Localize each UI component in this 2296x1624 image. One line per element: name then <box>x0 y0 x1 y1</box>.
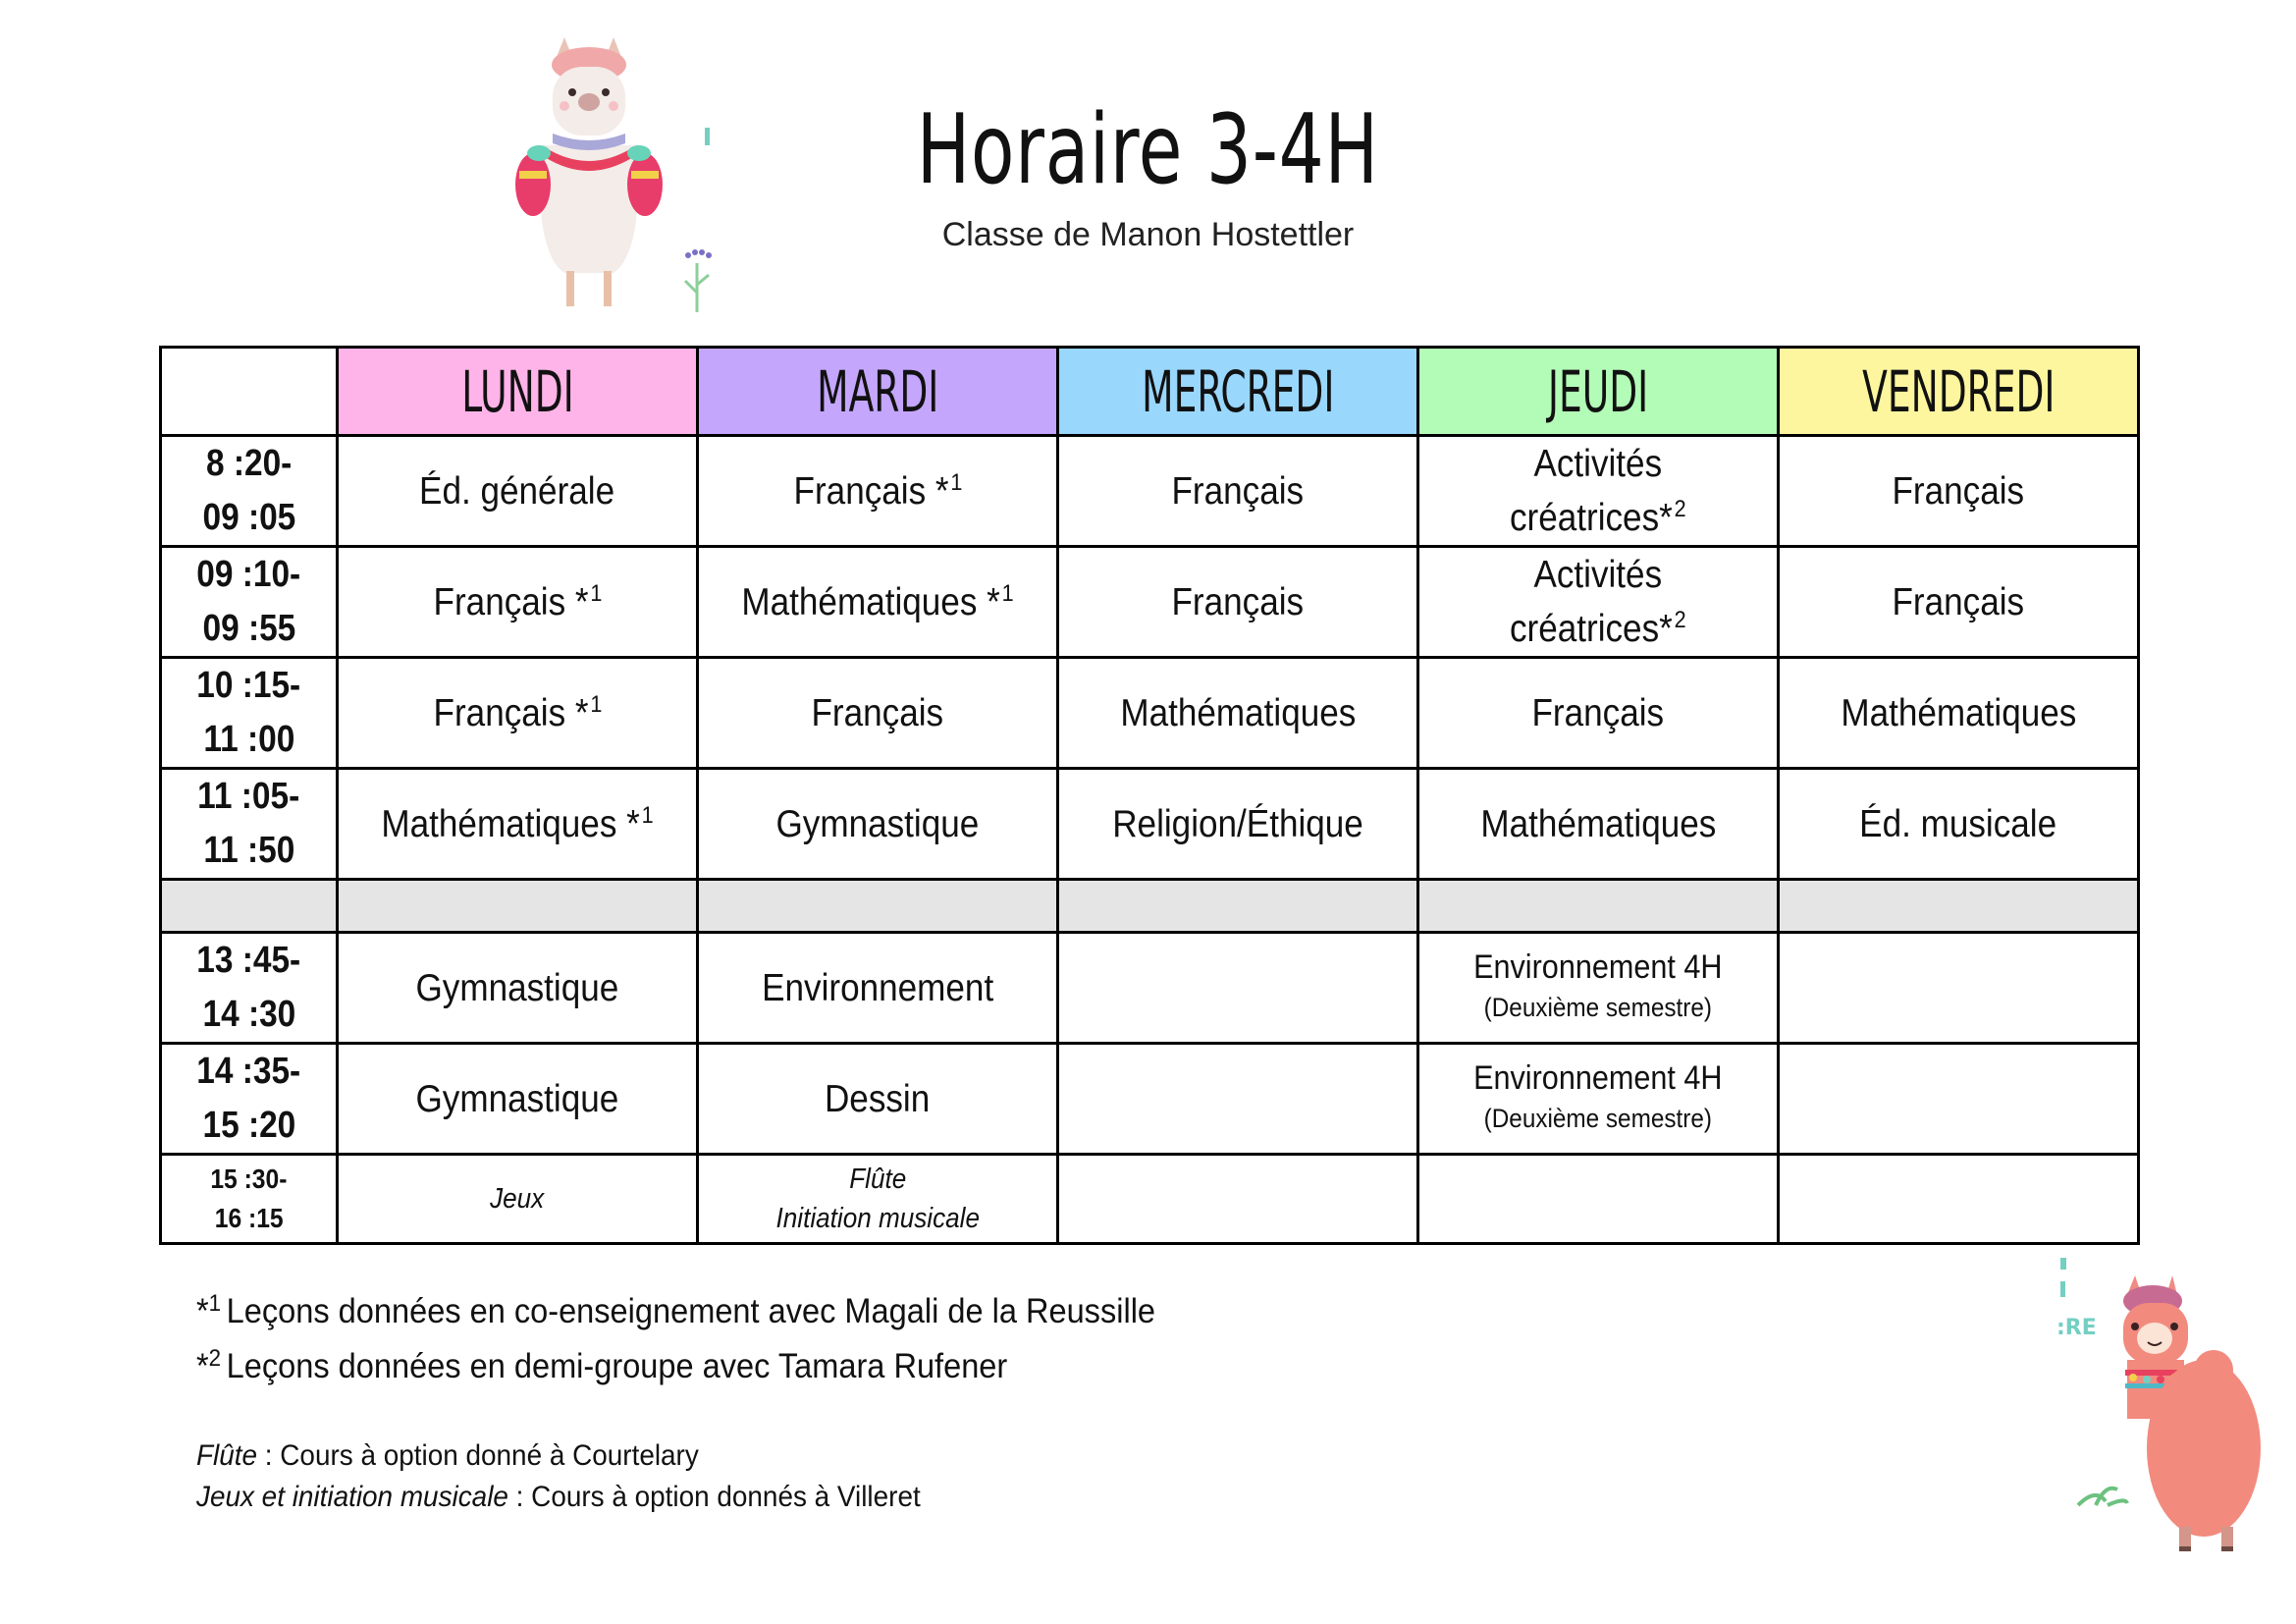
lesson-cell: Mathématiques *$^1$ <box>698 547 1058 658</box>
schedule-table <box>159 346 2140 1245</box>
footnote-ref: 1 <box>1001 579 1014 607</box>
day-header-mercredi: MERCREDI <box>1058 348 1418 436</box>
time-slot: 14 :35- 15 :20 <box>161 1044 338 1155</box>
lesson-cell: Éd. générale <box>338 436 698 547</box>
lesson-cell-empty <box>1418 1155 1779 1244</box>
lesson-cell: Français <box>1779 547 2139 658</box>
lesson-cell: Environnement 4H (Deuxième semestre) <box>1418 1044 1779 1155</box>
lesson-cell: Français <box>1779 436 2139 547</box>
table-row <box>161 436 2139 547</box>
footnote-ref: 1 <box>949 468 962 496</box>
lesson-cell-empty <box>1779 1155 2139 1244</box>
lesson-cell: Religion/Éthique <box>1058 769 1418 880</box>
break-cell <box>1779 880 2139 933</box>
lesson-cell: Mathématiques <box>1058 658 1418 769</box>
llama-pink-illustration-icon <box>2056 1252 2292 1576</box>
lesson-cell: Français *$^1$ <box>698 436 1058 547</box>
lesson-cell-empty <box>1058 1155 1418 1244</box>
time-slot: 8 :20- 09 :05 <box>161 436 338 547</box>
lesson-cell-empty <box>1058 1044 1418 1155</box>
time-slot: 09 :10- 09 :55 <box>161 547 338 658</box>
break-cell <box>161 880 338 933</box>
day-header-mardi: MARDI <box>698 348 1058 436</box>
lesson-cell: Activités créatrices*$^2$ <box>1418 436 1779 547</box>
table-row <box>161 933 2139 1044</box>
footnote-ref: 1 <box>589 690 602 718</box>
footnote-ref: 1 <box>589 579 602 607</box>
option-notes <box>196 1435 975 1518</box>
lesson-cell: Mathématiques *$^1$ <box>338 769 698 880</box>
break-cell <box>698 880 1058 933</box>
time-slot: 13 :45- 14 :30 <box>161 933 338 1044</box>
lesson-cell: Gymnastique <box>338 933 698 1044</box>
footnote-ref: 2 <box>1674 607 1686 633</box>
footnote-ref: 1 <box>641 801 654 829</box>
lesson-cell-empty <box>1779 1044 2139 1155</box>
lesson-cell: Environnement <box>698 933 1058 1044</box>
lesson-cell: Environnement 4H (Deuxième semestre) <box>1418 933 1779 1044</box>
lesson-cell: Activités créatrices*$^2$ <box>1418 547 1779 658</box>
table-header-row <box>161 348 2139 436</box>
lesson-cell: Éd. musicale <box>1779 769 2139 880</box>
lesson-cell: Dessin <box>698 1044 1058 1155</box>
table-row <box>161 658 2139 769</box>
break-cell <box>1418 880 1779 933</box>
option-note-jeux: Jeux et initiation musicale : Cours à option donnés à Villeret <box>196 1481 921 1513</box>
table-row <box>161 1044 2139 1155</box>
break-cell <box>1058 880 1418 933</box>
table-row <box>161 547 2139 658</box>
lesson-cell-empty <box>1058 933 1418 1044</box>
lesson-cell: Jeux <box>338 1155 698 1244</box>
footnote-2: *$^2$ Leçons données en demi-groupe avec Tamara Rufener <box>196 1345 1008 1385</box>
day-header-lundi: LUNDI <box>338 348 698 436</box>
break-cell <box>338 880 698 933</box>
lesson-cell: Français *$^1$ <box>338 658 698 769</box>
lesson-cell: Français <box>1418 658 1779 769</box>
lesson-cell-empty <box>1779 933 2139 1044</box>
table-row <box>161 769 2139 880</box>
lesson-cell: Français <box>698 658 1058 769</box>
day-header-jeudi: JEUDI <box>1418 348 1779 436</box>
lesson-cell: Français <box>1058 436 1418 547</box>
lesson-cell: Flûte Initiation musicale <box>698 1155 1058 1244</box>
footnotes <box>196 1284 1228 1394</box>
lesson-cell: Gymnastique <box>698 769 1058 880</box>
svg-text::RE: :RE <box>2056 1316 2097 1340</box>
footnote-1: *$^1$ Leçons données en co-enseignement avec Magali de la Reussille <box>196 1290 1156 1330</box>
option-note-flute: Flûte : Cours à option donné à Courtelary <box>196 1439 699 1472</box>
day-header-vendredi: VENDREDI <box>1779 348 2139 436</box>
lesson-cell: Français <box>1058 547 1418 658</box>
page-subtitle: Classe de Manon Hostettler <box>941 216 1355 253</box>
time-slot: 10 :15- 11 :00 <box>161 658 338 769</box>
lesson-cell: Mathématiques <box>1779 658 2139 769</box>
table-row <box>161 1155 2139 1244</box>
lesson-cell: Mathématiques <box>1418 769 1779 880</box>
time-slot: 15 :30- 16 :15 <box>161 1155 338 1244</box>
lesson-cell: Français *$^1$ <box>338 547 698 658</box>
footnote-ref: 2 <box>1674 496 1686 522</box>
corner-cell <box>161 348 338 436</box>
page-title: Horaire 3-4H <box>916 94 1380 206</box>
lesson-cell: Gymnastique <box>338 1044 698 1155</box>
time-slot: 11 :05- 11 :50 <box>161 769 338 880</box>
lunch-break-row <box>161 880 2139 933</box>
